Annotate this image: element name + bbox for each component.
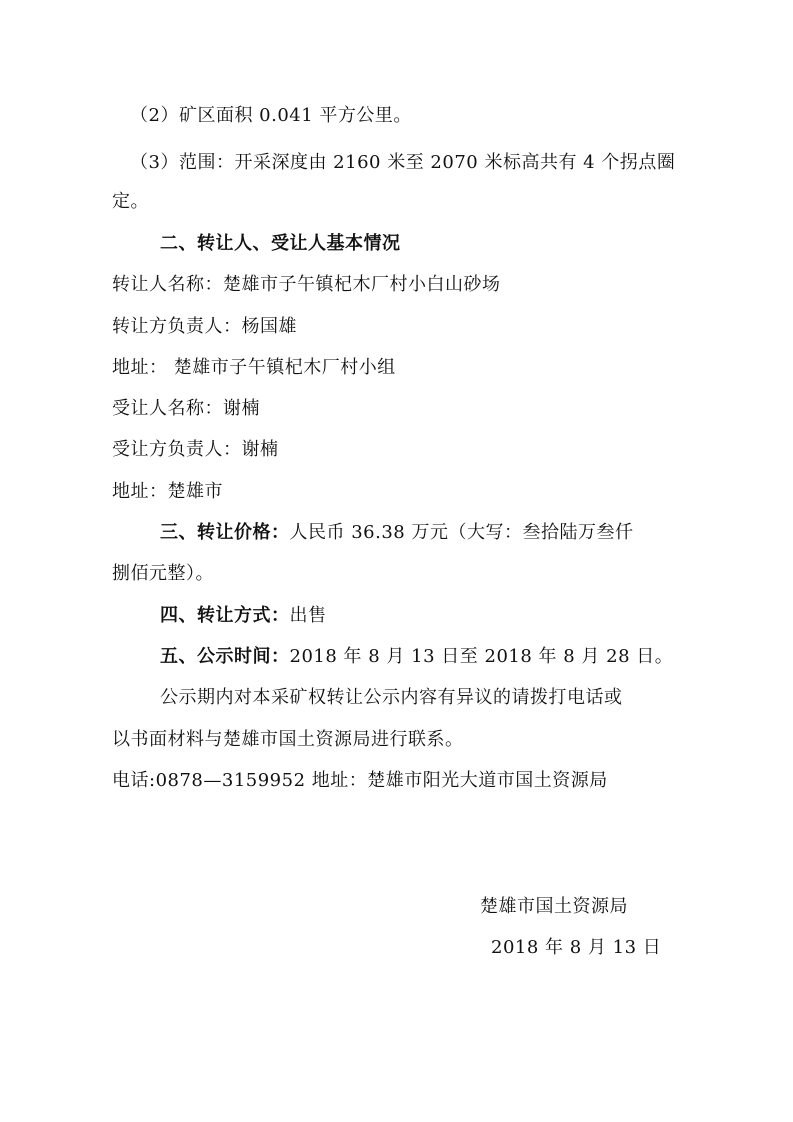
transferor-head: 转让方负责人：杨国雄 [112,316,297,337]
transferor-name: 转让人名称：楚雄市子午镇杞木厂村小白山砂场 [112,274,501,295]
price-line1 [160,521,633,545]
signature-org: 楚雄市国土资源局 [480,896,628,917]
price-heading: 三、转让价格： [160,522,290,543]
transferee-address: 地址：楚雄市 [112,481,223,502]
transferee-head: 受让方负责人：谢楠 [112,439,279,460]
period-text: 2018 年 8 月 13 日至 2018 年 8 月 28 日。 [289,646,674,667]
signature-date: 2018 年 8 月 13 日 [491,937,662,958]
area-item: （2）矿区面积 0.041 平方公里。 [130,105,412,126]
price-text: 人民币 36.38 万元（大写：叁拾陆万叁仟 [289,522,634,543]
transferee-name: 受让人名称：谢楠 [112,398,260,419]
range-item-line1: （3）范围：开采深度由 2160 米至 2070 米标高共有 4 个拐点圈 [130,152,676,173]
notice-line1: 公示期内对本采矿权转让公示内容有异议的请拨打电话或 [160,687,623,708]
transferor-address: 地址： 楚雄市子午镇杞木厂村小组 [112,357,396,378]
method-heading: 四、转让方式： [160,605,290,626]
notice-line2: 以书面材料与楚雄市国土资源局进行联系。 [112,729,464,750]
period-heading: 五、公示时间： [160,646,290,667]
period-line [160,645,673,669]
method-line [160,604,327,628]
section2-heading: 二、转让人、受让人基本情况 [160,233,401,254]
contact-line: 电话:0878—3159952 地址：楚雄市阳光大道市国土资源局 [112,770,608,791]
range-item-line2: 定。 [112,191,149,212]
method-text: 出售 [289,605,327,626]
price-line2: 捌佰元整）。 [112,563,214,584]
